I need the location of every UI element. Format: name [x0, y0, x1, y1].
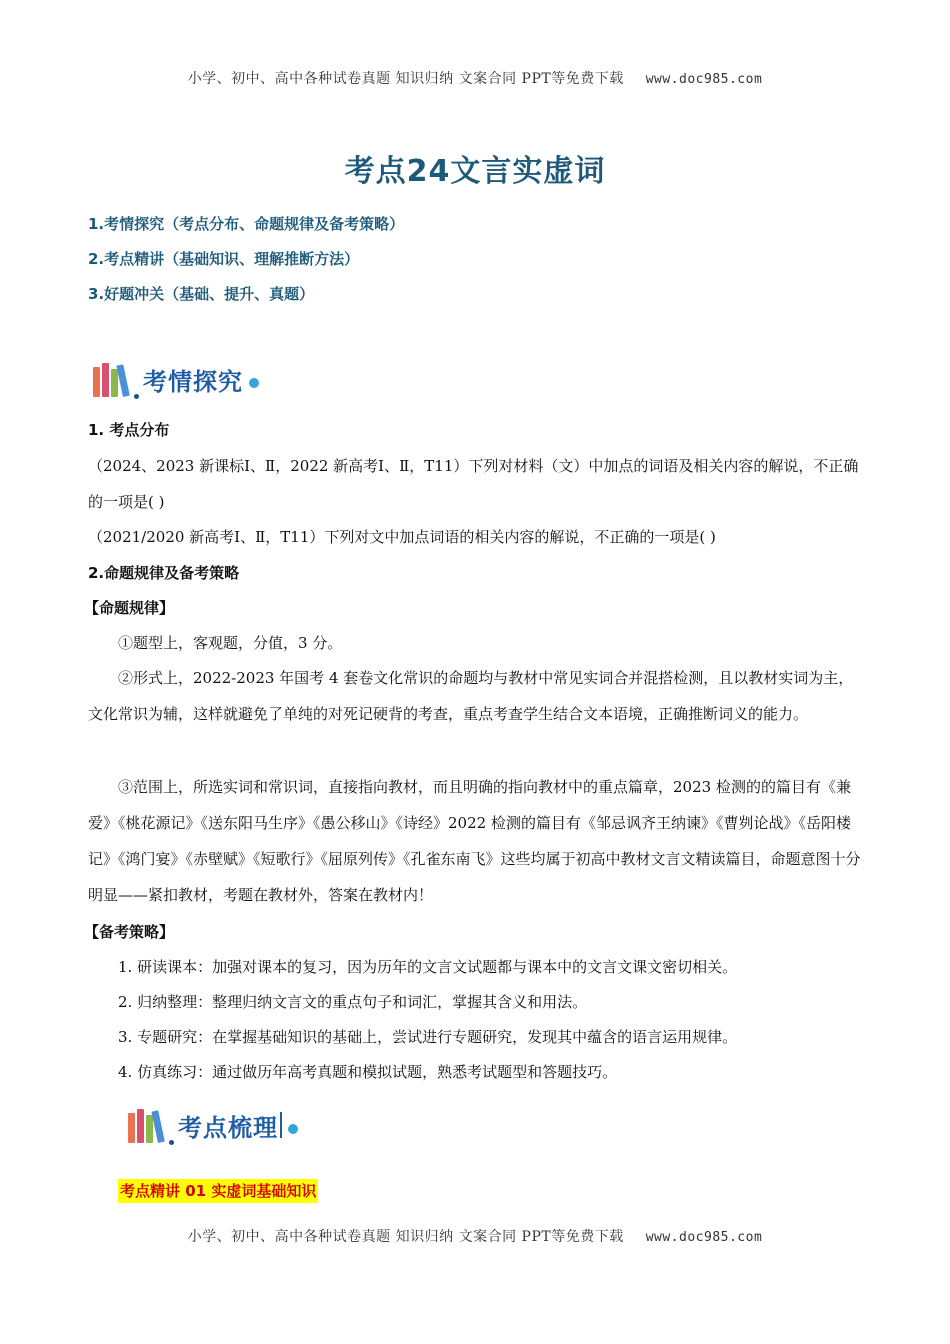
- footer-text: 小学、初中、高中各种试卷真题 知识归纳 文案合同 PPT等免费下载: [187, 1229, 624, 1245]
- header-url[interactable]: www.doc985.com: [645, 72, 763, 87]
- page-header: [0, 68, 950, 88]
- page-footer: [0, 1226, 950, 1246]
- page-title: 考点24文言实虚词: [344, 154, 606, 189]
- books-icon: [93, 361, 130, 397]
- text-cursor-icon: [280, 1112, 282, 1138]
- rule-item-2: ②形式上，2022-2023 年国考 4 套卷文化常识的命题均与教材中常见实词合并混搭检测，且以教材实词为主，文化常识为辅，这样就避免了单纯的对死记硬背的考查，重点考查学生结合文本语境，正确推断词义的能力。: [88, 669, 854, 723]
- rule-item-1: ①题型上，客观题，分值，3 分。: [118, 634, 343, 652]
- strategy-item-3: 3. 专题研究：在掌握基础知识的基础上，尝试进行专题研究，发现其中蕴含的语言运用规律。: [118, 1028, 738, 1046]
- banner-label: 考情探究: [143, 367, 243, 396]
- section-banner-kaodian: [128, 1103, 298, 1147]
- strategy-item-4: 4. 仿真练习：通过做历年高考真题和模拟试题，熟悉考试题型和答题技巧。: [118, 1063, 618, 1081]
- question-type-2: （2021/2020 新高考Ⅰ、Ⅱ，T11）下列对文中加点词语的相关内容的解说，不正确的一项是( ): [88, 528, 716, 546]
- strategy-item-2: 2. 归纳整理：整理归纳文言文的重点句子和词汇，掌握其含义和用法。: [118, 993, 588, 1011]
- toc-item-1: 1.考情探究（考点分布、命题规律及备考策略）: [88, 215, 405, 233]
- strategy-item-1: 1. 研读课本：加强对课本的复习，因为历年的文言文试题都与课本中的文言文课文密切相关。: [118, 958, 738, 976]
- books-icon: [128, 1107, 165, 1143]
- banner-label: 考点梳理: [178, 1113, 278, 1142]
- dot-icon: [249, 378, 259, 388]
- rules-heading: 【命题规律】: [84, 599, 175, 617]
- strategy-heading: 【备考策略】: [84, 923, 175, 941]
- header-text: 小学、初中、高中各种试卷真题 知识归纳 文案合同 PPT等免费下载: [187, 71, 624, 87]
- toc-item-3: 3.好题冲关（基础、提升、真题）: [88, 285, 315, 303]
- rule-item-3: ③范围上，所选实词和常识词，直接指向教材，而且明确的指向教材中的重点篇章，2023 检测的的篇目有《兼爱》《桃花源记》《送东阳马生序》《愚公移山》《诗经》2022 检测的篇目有《邹忌讽齐王纳谏》《曹刿论战》《岳阳楼记》《鸿门宴》《赤壁赋》《短歌行》《屈原列传》《孔雀东南飞》这些均属于初高中教材文言文精读篇目，命题意图十分明显——紧扣教材，考题在教材外，答案在教材内！: [88, 778, 861, 904]
- highlight-heading: 考点精讲 01 实虚词基础知识: [118, 1179, 318, 1203]
- dot-icon: [288, 1124, 298, 1134]
- section-heading-distribution: 1. 考点分布: [88, 421, 170, 439]
- section-heading-rules: 2.命题规律及备考策略: [88, 564, 240, 582]
- question-type-1: （2024、2023 新课标Ⅰ、Ⅱ，2022 新高考Ⅰ、Ⅱ，T11）下列对材料（文）中加点的词语及相关内容的解说，不正确的一项是( ): [88, 457, 859, 511]
- footer-url[interactable]: www.doc985.com: [645, 1230, 763, 1245]
- section-banner-kaoqing: [93, 357, 259, 401]
- toc-item-2: 2.考点精讲（基础知识、理解推断方法）: [88, 250, 360, 268]
